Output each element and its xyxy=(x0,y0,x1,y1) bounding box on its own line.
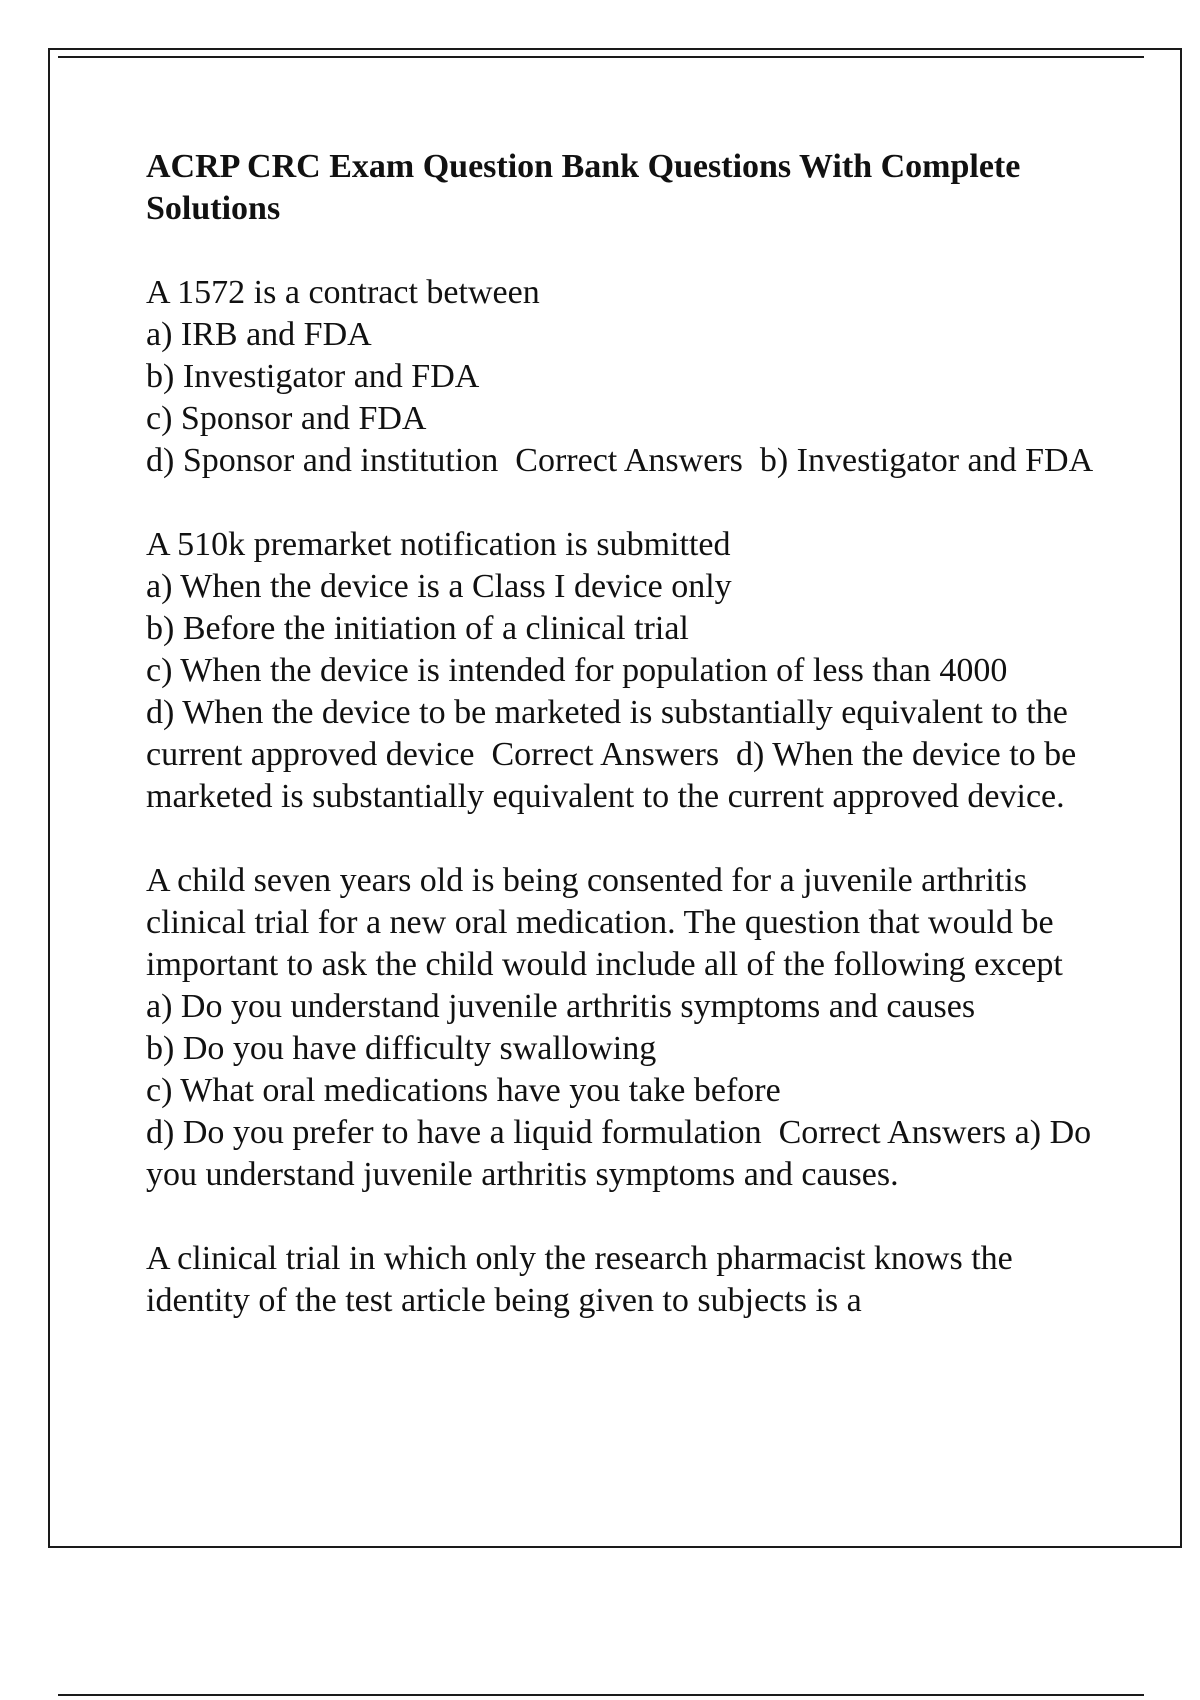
answer-option: a) When the device is a Class I device only xyxy=(146,568,732,605)
question-prompt: A clinical trial in which only the research pharmacist knows the identity of the test article being given to subjects is a xyxy=(146,1240,1022,1319)
answer-option-with-solution: d) Do you prefer to have a liquid formulation Correct Answers a) Do you understand juvenile arthritis symptoms and causes. xyxy=(146,1114,1100,1193)
answer-option: c) What oral medications have you take before xyxy=(146,1072,781,1109)
document-title: ACRP CRC Exam Question Bank Questions With Complete Solutions xyxy=(146,148,1021,227)
question-1 xyxy=(146,272,1096,482)
question-prompt: A 510k premarket notification is submitted xyxy=(146,526,731,563)
document-body xyxy=(146,146,1100,1364)
answer-option: c) When the device is intended for population of less than 4000 xyxy=(146,652,1008,689)
question-2 xyxy=(146,524,1096,818)
answer-option: b) Investigator and FDA xyxy=(146,358,480,395)
answer-option: b) Do you have difficulty swallowing xyxy=(146,1030,657,1067)
footer-rule xyxy=(58,1694,1144,1696)
question-4 xyxy=(146,1238,1096,1322)
answer-option-with-solution: d) Sponsor and institution Correct Answers b) Investigator and FDA xyxy=(146,442,1094,479)
answer-option-with-solution: d) When the device to be marketed is substantially equivalent to the current approved device Correct Answers d) When the device to be marketed is substantially equivalent to the current approved device. xyxy=(146,694,1085,815)
question-prompt: A child seven years old is being consented for a juvenile arthritis clinical trial for a new oral medication. The question that would be important to ask the child would include all of the following except xyxy=(146,862,1063,983)
answer-option: c) Sponsor and FDA xyxy=(146,400,427,437)
answer-option: a) IRB and FDA xyxy=(146,316,372,353)
answer-option: a) Do you understand juvenile arthritis symptoms and causes xyxy=(146,988,976,1025)
header-rule xyxy=(58,56,1144,58)
question-prompt: A 1572 is a contract between xyxy=(146,274,540,311)
answer-option: b) Before the initiation of a clinical trial xyxy=(146,610,689,647)
question-3 xyxy=(146,860,1100,1196)
